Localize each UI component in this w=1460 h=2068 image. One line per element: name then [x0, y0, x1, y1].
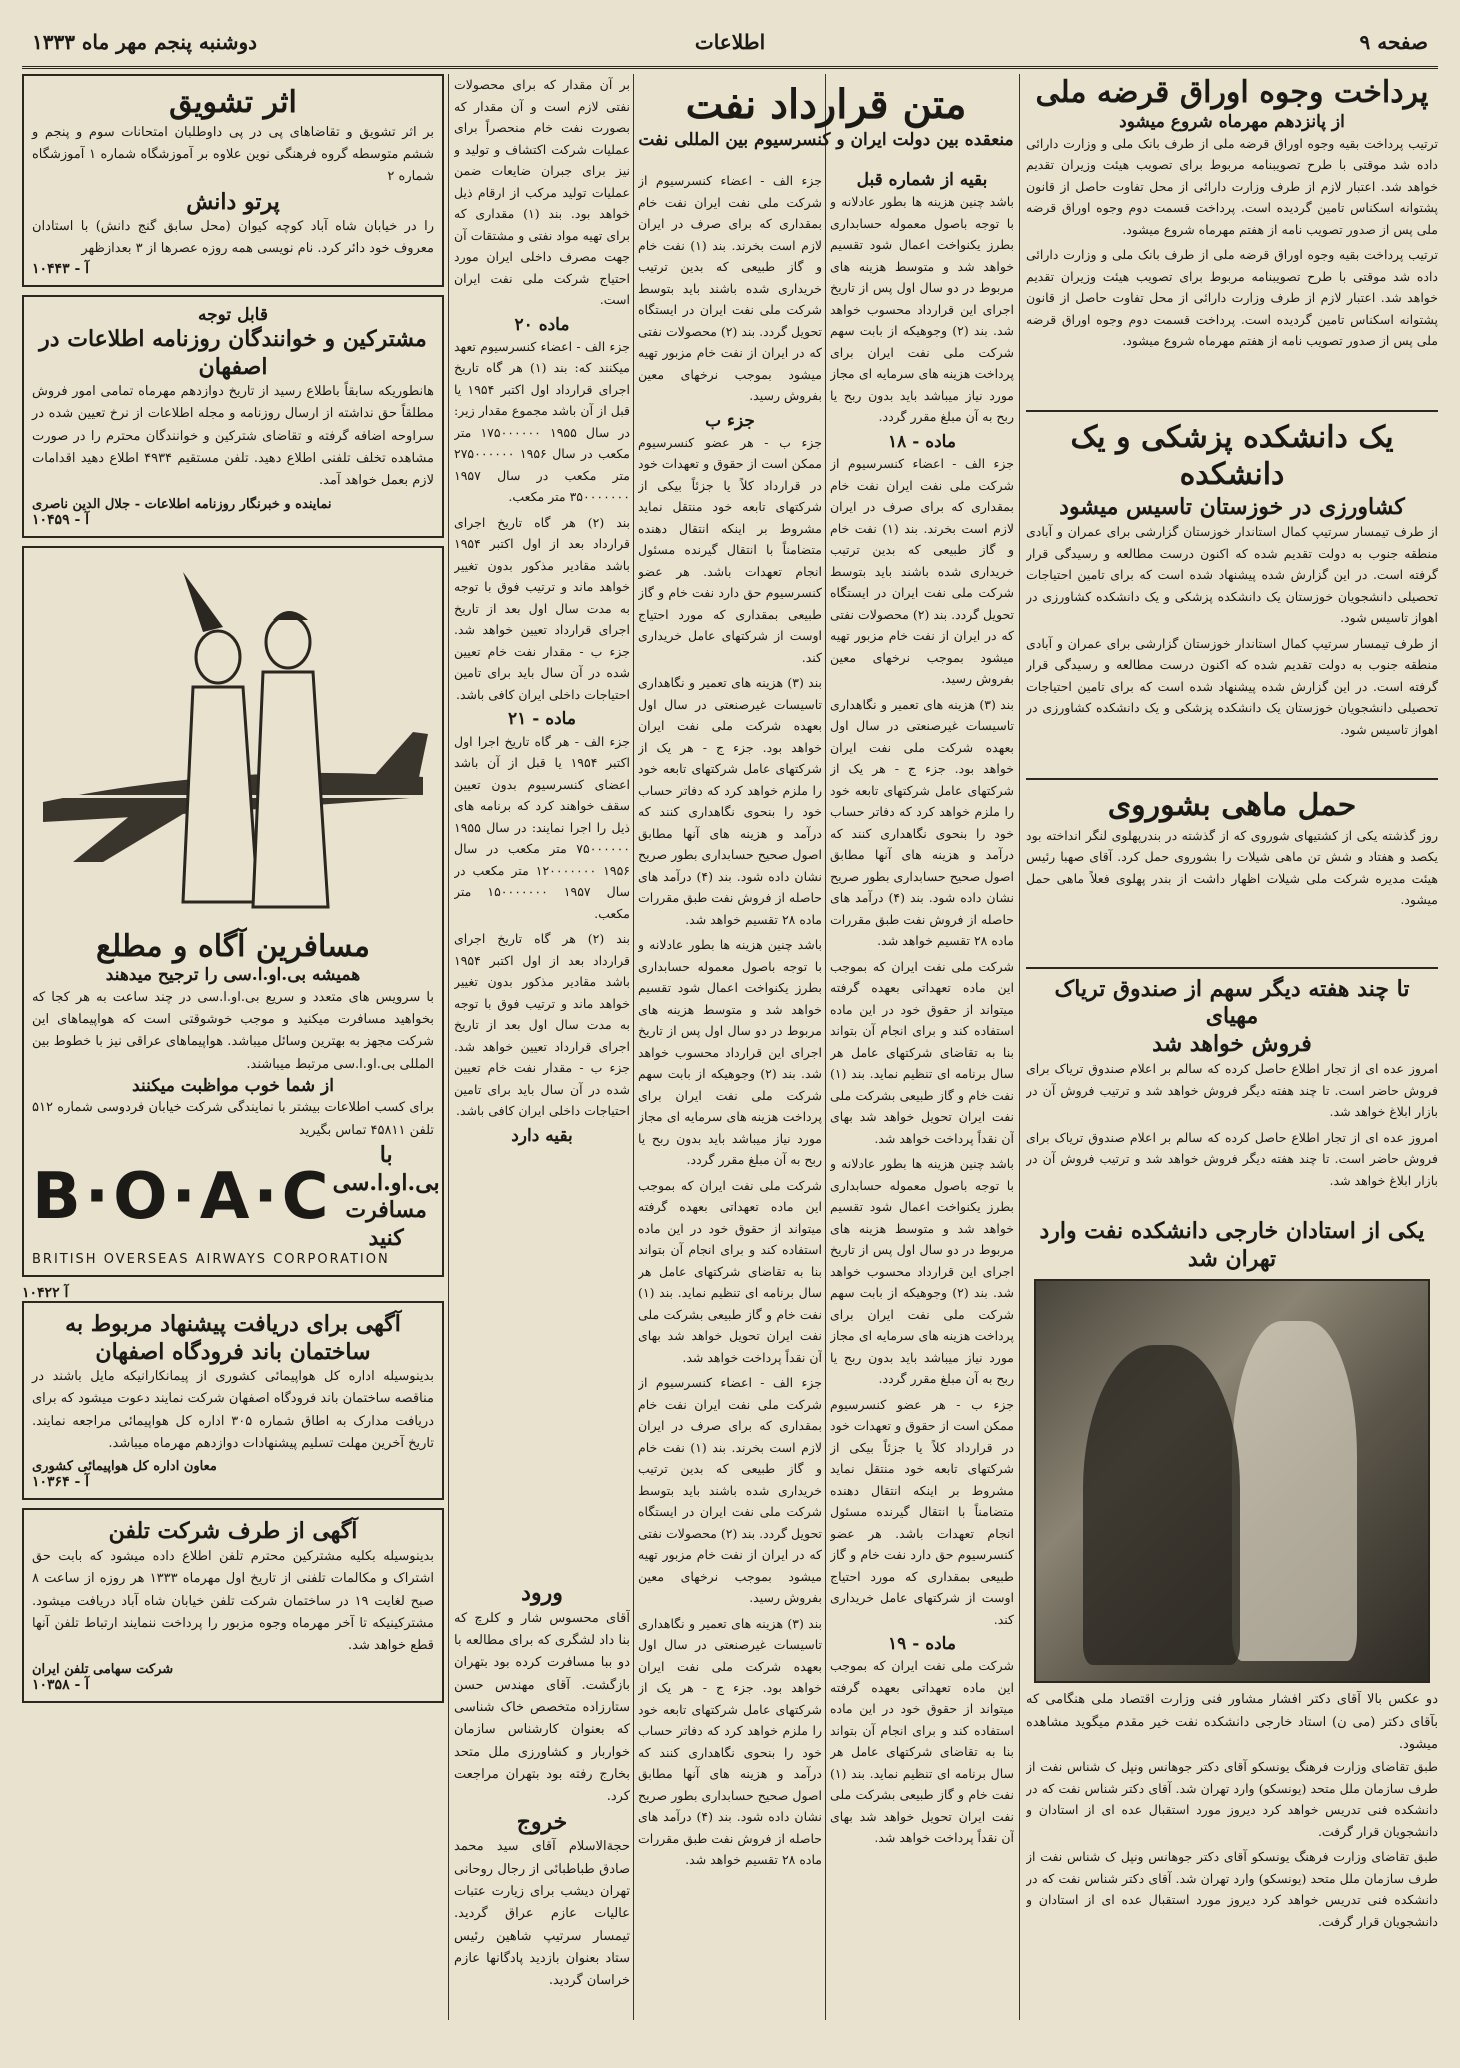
university-text: از طرف تیمسار سرتیپ کمال استاندار خوزستان گزارشی برای عمران و آبادی منطقه جنوب به دولت تقدیم شده که اکنون درست مطالعه و رسیدگی قرار گرفته است. در این گزارش شده پیشنهاد شده است که برای تامین احتیاجات تحصیلی دانشجویان خوزستان یک دانشکده پزشکی و یک دانشکده کشاورزی در اهواز تاسیس شود. [1026, 524, 1438, 626]
phone-ref: آ - ۱۰۳۵۸ [32, 1676, 90, 1693]
notice-signature: نماینده و خبرنگار روزنامه اطلاعات - جلال الدین ناصری [32, 496, 332, 512]
university-text-cont: از طرف تیمسار سرتیپ کمال استاندار خوزستان گزارشی برای عمران و آبادی منطقه جنوب به دولت تقدیم شده که اکنون درست مطالعه و رسیدگی قرار گرفته است. در این گزارش شده پیشنهاد شده است که برای تامین احتیاجات تحصیلی دانشجویان خوزستان یک دانشکده پزشکی و یک دانشکده کشاورزی در اهواز تاسیس شود. [1026, 635, 1438, 737]
page-number: صفحه ۹ [1359, 30, 1428, 54]
boac-line2: از شما خوب مواظبت میکنند [132, 1076, 334, 1097]
tender-ref: آ - ۱۰۳۶۴ [32, 1474, 90, 1491]
oil-paragraph: جزء ب - هر عضو کنسرسیوم ممکن است از حقوق و تعهدات خود در قرارداد کلاً یا جزئاً بیکی از شرکتهای تابعه خود منتقل نماید مشروط بر اینکه انتقال دهنده متضامناً با انتقال گیرنده مسئول انجام تعهدات باشد. هر عضو کنسرسیوم حق دارد نفت خام و گاز طبیعی بمقداری که مورد احتیاج اوست از شرکتهای عامل خریداری کند. [830, 1396, 1014, 1627]
boac-illustration [32, 562, 434, 922]
fish-text: روز گذشته یکی از کشتیهای شوروی که از گذشته در بندرپهلوی لنگر انداخته بود یکصد و هفتاد و شش تن ماهی شیلات را بشوروی حمل کرد. آقای صهبا رئیس هیئت مدیره شرکت ملی شیلات اظهار داشت از بندر پهلوی فعلاً ماهی حمل میشود. [1026, 827, 1438, 908]
oil-text-b [638, 170, 822, 1871]
notice-label: قابل توجه [198, 304, 268, 325]
phone-title: آگهی از طرف شرکت تلفن [108, 1518, 358, 1545]
oil-paragraph: باشد چنین هزینه ها بطور عادلانه و با توجه باصول معموله حسابداری بطرز یکنواخت اعمال شود تقسیم خواهد شد و متوسط هزینه های مربوط در دو سال اول پس از تاریخ اجرای این قرارداد محسوب خواهد شد. بند (۲) وجوهیکه از بابت سهم شرکت ملی نفت ایران برای پرداخت هزینه های سرمایه ای مجاز مورد نیاز میباشد باید بدون ربح یا ربح به آن مبلغ مقرر گردد. [830, 194, 1014, 425]
article-18-label: ماده - ۱۸ [888, 431, 956, 452]
fish-headline: حمل ماهی بشوروی [1107, 788, 1357, 824]
university-headline: یک دانشکده پزشکی و یک دانشکده [1070, 419, 1394, 493]
oil-paragraph: شرکت ملی نفت ایران که بموجب این ماده تعهداتی بعهده گرفته میتواند از حقوق خود در این ماده استفاده کند و برای انجام آن بتواند بنا به تقاضای شرکتهای عامل هر سال برنامه ای تنظیم نماید. بند (۱) نفت خام و گاز طبیعی بشرکت ملی نفت ایران تحویل خواهد شد بهای آن نقداً پرداخت خواهد شد. [638, 1177, 822, 1365]
notice-title: مشترکین و خوانندگان روزنامه اطلاعات در اصفهان [39, 326, 427, 380]
boac-slogan: مسافرین آگاه و مطلع [96, 928, 370, 964]
news-photo [1034, 1279, 1430, 1683]
to-be-continued: بقیه دارد [511, 1125, 573, 1146]
cash-text: امروز عده ای از تجار اطلاع حاصل کرده که سالم بر اعلام صندوق تریاک برای فروش حاضر است. تا چند هفته دیگر فروش خواهد شد و ترتیب فروش آن در بازار ابلاغ خواهد شد. [1026, 1061, 1438, 1120]
notice-body: هانطوریکه سابقاً باطلاع رسید از تاریخ دوازدهم مهرماه تمامی امور فروش مطلقاً حق نداشته از ارسال روزنامه و مجله اطلاعات از نرخ تعیین شده در سراوحه اضافه گرفته و تقاضای شترکین و خوانندگان محترم را در صورت مشاهده تخلف تلفنی اطلاع دهید. تلفن مستقیم ۴۹۳۴ اطلاع دهید اقدامات لازم بعمل خواهد آمد. [32, 384, 434, 489]
oil-paragraph: بند (۳) هزینه های تعمیر و نگاهداری تاسیسات غیرصنعتی در سال اول بعهده شرکت ملی نفت ایران خواهد بود. جزء ج - هر یک از شرکتهای عامل شرکتهای تابعه خود را ملزم خواهد کرد که دفاتر حساب خود را بنحوی نگاهداری کنند که درآمد و هزینه های آنها مطابق اصول صحیح حسابداری بطور صریح نشان داده شود. بند (۴) درآمد های حاصله از فروش نفت طبق مقررات ماده ۲۸ تقسیم خواهد شد. [830, 696, 1014, 948]
oil-paragraph: جزء الف - اعضاء کنسرسیوم از شرکت ملی نفت ایران نفت خام بمقداری که برای صرف در ایران لازم است بخرند. بند (۱) نفت خام و گاز طبیعی که بدین ترتیب خریداری شده باشند باید بتوسط شرکت ملی نفت ایران در ایستگاه تحویل گردد. بند (۲) محصولات نفتی که در ایران از نفت خام مزبور تهیه میشود بموجب نرخهای معین بفروش رسید. [830, 456, 1014, 686]
tutoring-ad-brand: پرتو دانش [186, 188, 280, 215]
column-divider [633, 74, 634, 2020]
column-news [1026, 74, 1438, 2020]
loan-text: ترتیب پرداخت بقیه وجوه اوراق قرضه ملی از طرف بانک ملی و وزارت دارائی داده شد موقتی با طرح تصویبنامه مربوط برای تصویب هیئت وزیران تقدیم خواهد شد. اعتبار لازم از طرف وزارت دارائی از محل تفاوت حاصل از قانون پشتوانه اسکناس تامین گردیده است. پرداخت قسمت دوم وجوه اوراق قرضه ملی پس از صدور تصویب نامه از هفتم مهرماه شروع میشود. [1026, 135, 1438, 237]
photo-caption-title: یکی از استادان خارجی دانشکده نفت وارد تهران شد [1039, 1218, 1425, 1272]
departure-title: خروج [516, 1808, 568, 1835]
oil-text-c [454, 74, 630, 1574]
oil-paragraph: باشد چنین هزینه ها بطور عادلانه و با توجه باصول معموله حسابداری بطرز یکنواخت اعمال شود تقسیم خواهد شد و متوسط هزینه های مربوط در دو سال اول پس از تاریخ اجرای این قرارداد محسوب خواهد شد. بند (۲) وجوهیکه از بابت سهم شرکت ملی نفت ایران برای پرداخت هزینه های سرمایه ای مجاز مورد نیاز میباشد باید بدون ربح یا ربح به آن مبلغ مقرر گردد. [638, 937, 822, 1168]
oil-paragraph: بر آن مقدار که برای محصولات نفتی لازم است و آن مقدار که بصورت نفت خام منحصراً برای عملیات شرکت اکتشاف و تولید و نیز برای جبران ضایعات ضمن عملیات تولید مرکب از ارقام ذیل خواهد بود. بند (۱) مقداری که برای تهیه مواد نفتی و مشتقات آن جهت مصرف داخلی ایران مورد احتیاج شرکت ملی نفت ایران است. [454, 77, 630, 307]
fish-article [1026, 825, 1438, 960]
oil-paragraph: جزء ب - هر عضو کنسرسیوم ممکن است از حقوق و تعهدات خود در قرارداد کلاً یا جزئاً بیکی از شرکتهای تابعه خود منتقل نماید مشروط بر اینکه انتقال دهنده متضامناً با انتقال گیرنده مسئول انجام تعهدات باشد. هر عضو کنسرسیوم حق دارد نفت خام و گاز طبیعی بمقداری که مورد احتیاج اوست از شرکتهای عامل خریداری کند. [638, 434, 822, 665]
tutoring-ad-ref: آ - ۱۰۴۴۳ [32, 260, 90, 277]
tender-title: آگهی برای دریافت پیشنهاد مربوط به [65, 1311, 401, 1337]
cash-headline: تا چند هفته دیگر سهم از صندوق تریاک مهیای [1054, 975, 1410, 1030]
oil-column-a [830, 170, 1014, 2020]
oil-paragraph: بند (۲) هر گاه تاریخ اجرای قرارداد بعد از اول اکتبر ۱۹۵۴ باشد مقادیر مذکور بدون تغییر خواهد ماند و ترتیب فوق با توجه به مدت سال اول بعد از تاریخ اجرای قرارداد تعیین خواهد شد. جزء ب - مقدار نفت خام تعیین شده در آن سال باید برای تامین احتیاجات داخلی ایران کافی باشد. [454, 514, 630, 702]
professor-text: طبق تقاضای وزارت فرهنگ یونسکو آقای دکتر جوهانس ونپل ک شناس نفت از طرف سازمان ملل متحد (یونسکو) وارد تهران شد. آقای دکتر شناس نفت که در دانشکده فنی تدریس خواهد کرد دیروز مورد استقبال عده ای از استادان و دانشجویان قرار گرفت. [1026, 1759, 1438, 1839]
oil-column-b [638, 170, 822, 2020]
tutoring-ad-body: بر اثر تشویق و تقاضاهای پی در پی داوطلبان امتحانات سوم و پنجم و ششم متوسطه گروه فرهنگی نوین علاوه بر آموزشگاه شماره ۱ آموزشگاه شماره ۲ [32, 124, 434, 185]
oil-paragraph: جزء الف - اعضاء کنسرسیوم از شرکت ملی نفت ایران نفت خام بمقداری که برای صرف در ایران لازم است بخرند. بند (۱) نفت خام و گاز طبیعی که بدین ترتیب خریداری شده باشند باید بتوسط شرکت ملی نفت ایران در ایستگاه تحویل گردد. بند (۲) محصولات نفتی که در ایران از نفت خام مزبور تهیه میشود بموجب نرخهای معین بفروش رسید. [638, 1375, 822, 1606]
loan-headline: پرداخت وجوه اوراق قرضه ملی [1035, 75, 1429, 110]
oil-paragraph: بند (۳) هزینه های تعمیر و نگاهداری تاسیسات غیرصنعتی در سال اول بعهده شرکت ملی نفت ایران خواهد بود. جزء ج - هر یک از شرکتهای عامل شرکتهای تابعه خود را ملزم خواهد کرد که دفاتر حساب خود را بنحوی نگاهداری کنند که درآمد و هزینه های آنها مطابق اصول صحیح حسابداری بطور صریح نشان داده شود. بند (۴) درآمد های حاصله از فروش نفت طبق مقررات ماده ۲۸ تقسیم خواهد شد. [638, 675, 822, 927]
tender-signature: معاون اداره کل هواپیمائی کشوری [32, 1459, 217, 1475]
loan-subhead: از پانزدهم مهرماه شروع میشود [1119, 111, 1345, 132]
arrival-title: ورود [521, 1580, 563, 1606]
phone-signature: شرکت سهامی تلفن ایران [32, 1661, 174, 1677]
university-article [1026, 521, 1438, 771]
oil-headline-block [638, 80, 1014, 160]
oil-contract-subhead: منعقده بین دولت ایران و کنسرسیوم بین المللی نفت [638, 130, 1014, 150]
boac-ref: آ ۱۰۴۲۲ [22, 1285, 69, 1301]
loan-article [1026, 133, 1438, 403]
tutoring-ad-title: اثر تشویق [169, 85, 297, 120]
notice-ref: آ - ۱۰۴۵۹ [32, 511, 90, 528]
column-ads [22, 74, 444, 2020]
cash-article [1026, 1058, 1438, 1218]
boac-logo: B·O·A·C [32, 1160, 333, 1234]
oil-text-a [830, 191, 1014, 1849]
oil-paragraph: شرکت ملی نفت ایران که بموجب این ماده تعهداتی بعهده گرفته میتواند از حقوق خود در این ماده استفاده کند و برای انجام آن بتواند بنا به تقاضای شرکتهای عامل هر سال برنامه ای تنظیم نماید. بند (۱) نفت خام و گاز طبیعی بشرکت ملی نفت ایران تحویل خواهد شد بهای آن نقداً پرداخت خواهد شد. [830, 958, 1014, 1146]
oil-paragraph: بند (۳) هزینه های تعمیر و نگاهداری تاسیسات غیرصنعتی در سال اول بعهده شرکت ملی نفت ایران خواهد بود. جزء ج - هر یک از شرکتهای عامل شرکتهای تابعه خود را ملزم خواهد کرد که دفاتر حساب خود را بنحوی نگاهداری کنند که درآمد و هزینه های آنها مطابق اصول صحیح حسابداری بطور صریح نشان داده شود. بند (۴) درآمد های حاصله از فروش نفت طبق مقررات ماده ۲۸ تقسیم خواهد شد. [638, 1615, 822, 1868]
arrival-text: آقای محسوس شار و کلرچ که بنا داد لشگری که برای مطالعه با دو ببا مسافرت کرده بود بتهران بازگشت. آقای مهندس حسن ستارزاده متخصص خاک شناسی که بعنوان کارشناس سازمان خواربار و کشاورزی ملل متحد بخارج رفته بود بتهران مراجعت کرد. [454, 1610, 630, 1805]
column-divider [1019, 74, 1020, 2020]
issue-date: دوشنبه پنجم مهر ماه ۱۳۳۳ [32, 30, 258, 54]
article-21-label: ماده - ۲۱ [508, 709, 576, 730]
article-19-label: ماده - ۱۹ [888, 1634, 956, 1654]
isfahan-notice [22, 295, 444, 538]
cash-subhead: فروش خواهد شد [1152, 1030, 1312, 1057]
newspaper-page [22, 20, 1438, 2020]
tender-subtitle: ساختمان باند فرودگاه اصفهان [95, 1338, 371, 1365]
airport-tender-ad [22, 1301, 444, 1500]
tender-body: بدینوسیله اداره کل هواپیمائی کشوری از پیمانکارانیکه مایل باشند در مناقصه ساختمان باند فرودگاه اصفهان شرکت نمایند دعوت میشود که برای دریافت مدارک به اطاق شماره ۳۰۵ اداره کل هواپیمائی مراجعه نمایند. تاریخ آخرین مهلت تسلیم پیشنهادات دوازدهم مهرماه میباشد. [32, 1369, 434, 1452]
boac-body: با سرویس های متعدد و سریع بی.او.ا.سی در چند ساعت به هر کجا که بخواهید مسافرت میکنید و موجب خوشوقتی است که هواپیماهای این شرکت مجهز به بهترین وسائل میباشد. هواپیماهای عراقی نیز با خطوط بین المللی بی.او.ا.سی مرتبط میباشند. [32, 989, 434, 1072]
column-divider [448, 74, 449, 2020]
photo-caption: دو عکس بالا آقای دکتر افشار مشاور فنی وزارت اقتصاد ملی هنگامی که بآقای دکتر (می ن) استاد خارجی دانشکده نفت خیر مقدم میگوید مشاهده میشود. [1026, 1692, 1438, 1752]
tutoring-ad-address: را در خیابان شاه آباد کوچه کیوان (محل سابق گنج دانش) با استادان معروف خود دائر کرد. نام نویسی همه روزه عصرها از ۳ بعدازظهر [32, 219, 434, 257]
travelers-airplane-illustration [32, 562, 434, 922]
masthead [22, 20, 1438, 69]
arrivals-box [454, 1580, 630, 2020]
professor-article [1026, 1756, 1438, 1936]
boac-corporation: BRITISH OVERSEAS AIRWAYS CORPORATION [32, 1252, 390, 1267]
paper-name: اطلاعات [694, 30, 766, 54]
boac-ad [22, 546, 444, 1277]
phone-body: بدینوسیله بکلیه مشترکین محترم تلفن اطلاع داده میشود که بابت حق اشتراک و مکالمات تلفنی از تاریخ اول مهرماه ۱۳۳۳ هر روزه از ساعت ۸ صبح لغایت ۱۹ در ساختمان شرکت تلفن خیابان شاه آباد دریافت میشود. مشترکینیکه تا آخر مهرماه وجوه مزبور را پرداخت ننمایند ارتباط تلفن آنها قطع خواهد شد. [32, 1548, 434, 1654]
loan-text-cont: ترتیب پرداخت بقیه وجوه اوراق قرضه ملی از طرف بانک ملی و وزارت دارائی داده شد موقتی با طرح تصویبنامه مربوط برای تصویب هیئت وزیران تقدیم خواهد شد. اعتبار لازم از طرف وزارت دارائی از محل تفاوت حاصل از قانون پشتوانه اسکناس تامین گردیده است. پرداخت قسمت دوم وجوه اوراق قرضه ملی پس از صدور تصویب نامه از هفتم مهرماه شروع میشود. [1026, 247, 1438, 349]
oil-paragraph: بند (۲) هر گاه تاریخ اجرای قرارداد بعد از اول اکتبر ۱۹۵۴ باشد مقادیر مذکور بدون تغییر خواهد ماند و ترتیب فوق با توجه به مدت سال اول بعد از تاریخ اجرای قرارداد تعیین خواهد شد. جزء ب - مقدار نفت خام تعیین شده در آن سال باید برای تامین احتیاجات داخلی ایران کافی باشد. [454, 931, 630, 1118]
university-subhead: کشاورزی در خوزستان تاسیس میشود [1059, 493, 1405, 520]
phone-company-ad [22, 1508, 444, 1702]
oil-contract-headline: متن قرارداد نفت [685, 81, 967, 128]
oil-paragraph: باشد چنین هزینه ها بطور عادلانه و با توجه باصول معموله حسابداری بطرز یکنواخت اعمال شود تقسیم خواهد شد و متوسط هزینه های مربوط در دو سال اول پس از تاریخ اجرای این قرارداد محسوب خواهد شد. بند (۲) وجوهیکه از بابت سهم شرکت ملی نفت ایران برای پرداخت هزینه های سرمایه ای مجاز مورد نیاز میباشد باید بدون ربح یا ربح به آن مبلغ مقرر گردد. [830, 1156, 1014, 1386]
photo-figure [1232, 1321, 1357, 1661]
boac-persian-slogan: با بی.او.ا.سی مسافرت کنید [332, 1142, 440, 1251]
boac-contact: برای کسب اطلاعات بیشتر با نمایندگی شرکت خیابان فردوسی شماره ۵۱۲ تلفن ۴۵۸۱۱ تماس بگیرید [32, 1100, 434, 1138]
cash-text-cont: امروز عده ای از تجار اطلاع حاصل کرده که سالم بر اعلام صندوق تریاک برای فروش حاضر است. تا چند هفته دیگر فروش خواهد شد و ترتیب فروش آن در بازار ابلاغ خواهد شد. [1026, 1129, 1438, 1188]
continued-label: بقیه از شماره قبل [856, 170, 988, 190]
article-20-label: ماده ۲۰ [514, 314, 570, 335]
oil-paragraph: جزء الف - اعضاء کنسرسیوم تعهد میکنند که: بند (۱) هر گاه تاریخ اجرای قرارداد اول اکتبر ۱۹۵۴ یا قبل از آن باشد مجموع مقدار زیر: در سال ۱۹۵۵ ۱۷۵۰۰۰۰۰۰ متر مکعب در سال ۱۹۵۶ ۲۷۵۰۰۰۰۰۰ متر مکعب در سال ۱۹۵۷ ۳۵۰۰۰۰۰۰۰ متر مکعب. [454, 338, 630, 505]
tutoring-ad [22, 74, 444, 287]
column-divider [825, 74, 826, 2020]
oil-paragraph: جزء الف - هر گاه تاریخ اجرا اول اکتبر ۱۹۵۴ یا قبل از آن باشد اعضای کنسرسیوم بدون تعیین سقف خواهند کرد که برنامه های ذیل را اجرا نمایند: در سال ۱۹۵۵ ۷۵۰۰۰۰۰۰ متر مکعب در سال ۱۹۵۶ ۱۲۰۰۰۰۰۰۰ متر مکعب در سال ۱۹۵۷ ۱۵۰۰۰۰۰۰۰ متر مکعب. [454, 733, 630, 921]
boac-line1: همیشه بی.او.ا.سی را ترجیح میدهند [105, 965, 361, 986]
departure-text: حجةالاسلام آقای سید محمد صادق طباطبائی از رجال روحانی تهران دیشب برای زیارت عتبات عالیات عازم عراق گردید. تیمسار سرتیپ شاهین رئیس ستاد بعنوان بازدید پادگانها عازم خراسان گردید. [454, 1839, 630, 1989]
photo-figure [1083, 1345, 1240, 1665]
oil-paragraph: جزء الف - اعضاء کنسرسیوم از شرکت ملی نفت ایران نفت خام بمقداری که برای صرف در ایران لازم است بخرند. بند (۱) نفت خام و گاز طبیعی که بدین ترتیب خریداری شده باشند باید بتوسط شرکت ملی نفت ایران در ایستگاه تحویل گردد. بند (۲) محصولات نفتی که در ایران از نفت خام مزبور تهیه میشود بموجب نرخهای معین بفروش رسید. [638, 173, 822, 403]
professor-text-cont: طبق تقاضای وزارت فرهنگ یونسکو آقای دکتر جوهانس ونپل ک شناس نفت از طرف سازمان ملل متحد (یونسکو) وارد تهران شد. آقای دکتر شناس نفت که در دانشکده فنی تدریس خواهد کرد دیروز مورد استقبال عده ای از استادان و دانشجویان قرار گرفت. [1026, 1849, 1438, 1929]
oil-paragraph: شرکت ملی نفت ایران که بموجب این ماده تعهداتی بعهده گرفته میتواند از حقوق خود در این ماده استفاده کند و برای انجام آن بتواند بنا به تقاضای شرکتهای عامل هر سال برنامه ای تنظیم نماید. بند (۱) نفت خام و گاز طبیعی بشرکت ملی نفت ایران تحویل خواهد شد بهای آن نقداً پرداخت خواهد شد. [830, 1658, 1014, 1846]
section-b-label: جزء ب [705, 410, 755, 431]
